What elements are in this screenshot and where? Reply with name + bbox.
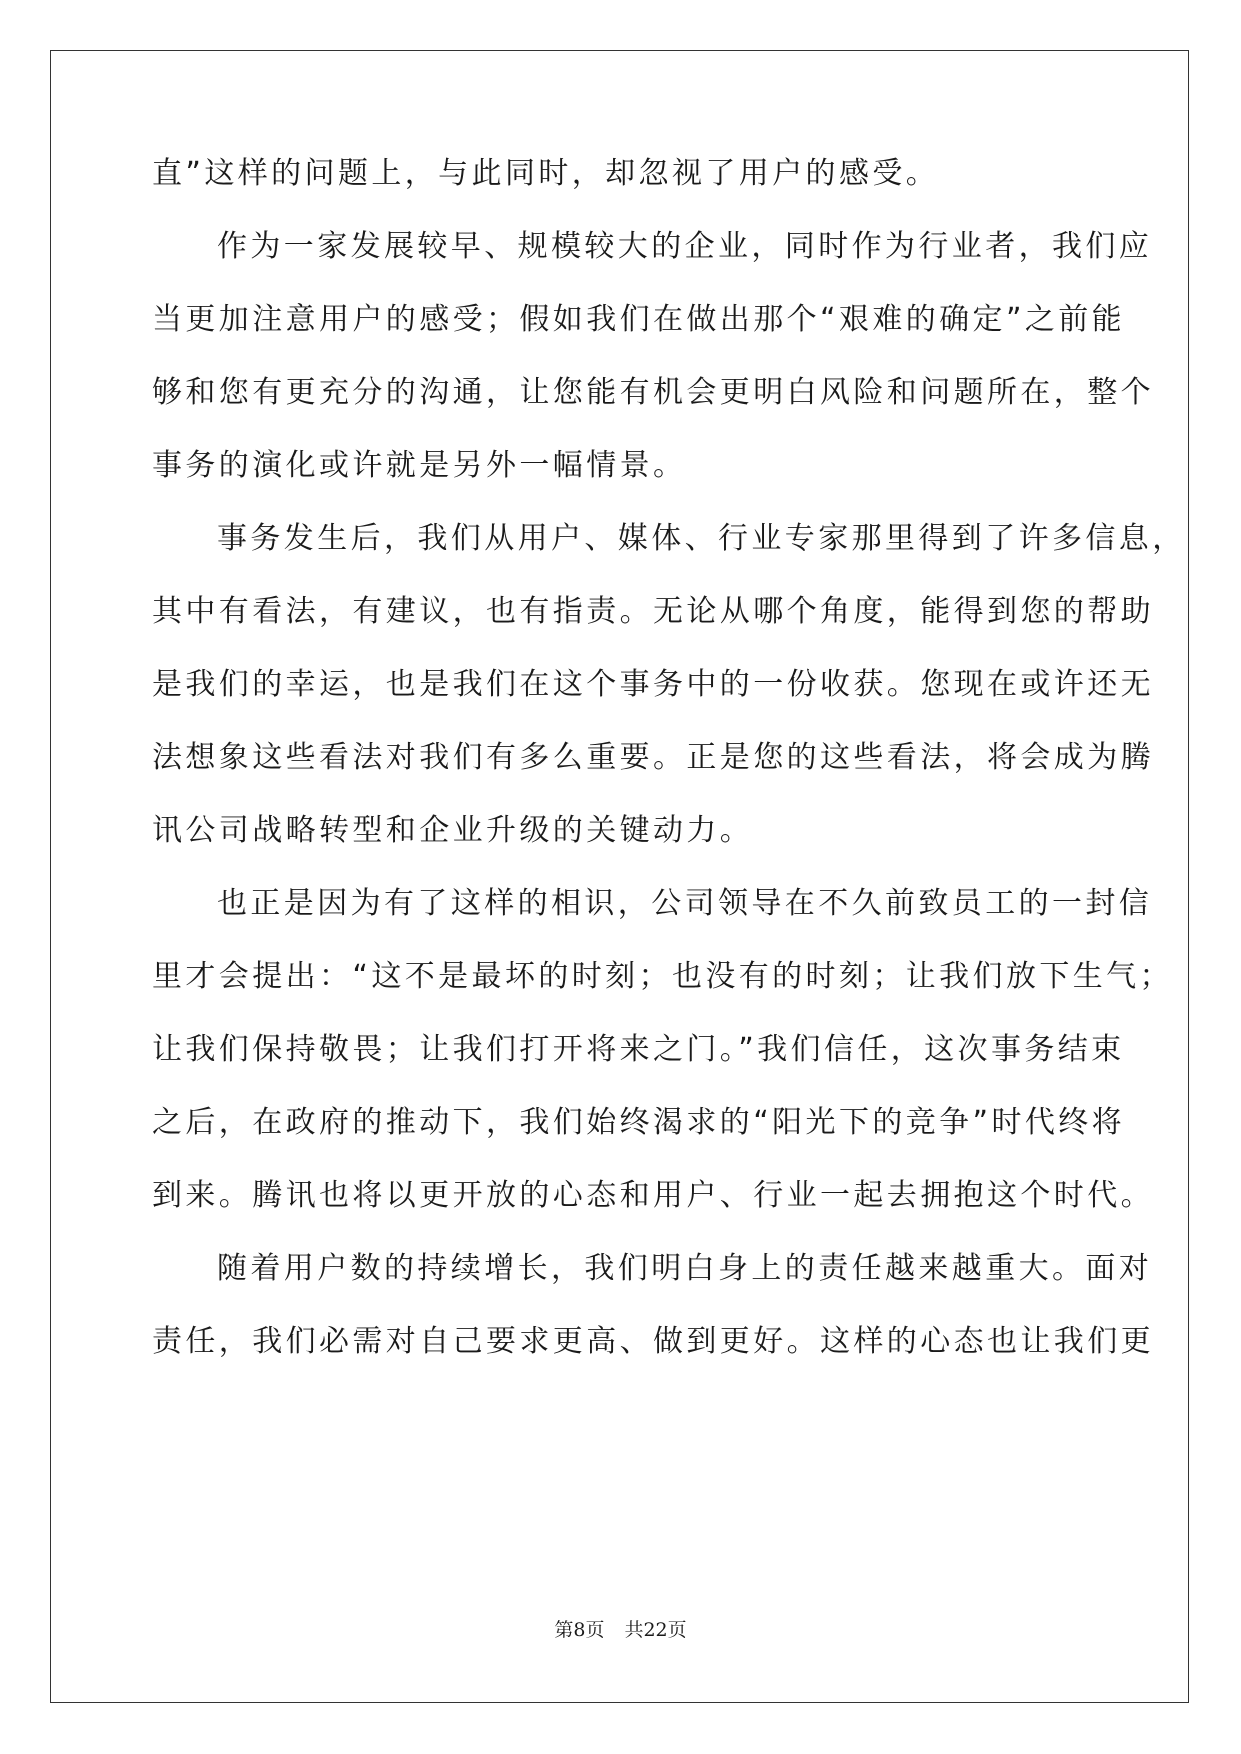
page-number-current: 第8页 [554,1619,605,1641]
text-line: 让我们保持敬畏；让我们打开将来之门。”我们信任，这次事务结束 [152,1032,1125,1067]
text-line: 直”这样的问题上，与此同时，却忽视了用户的感受。 [152,156,940,191]
text-line: 之后，在政府的推动下，我们始终渴求的“阳光下的竞争”时代终将 [152,1105,1126,1140]
text-line: 责任，我们必需对自己要求更高、做到更好。这样的心态也让我们更 [152,1324,1154,1359]
text-line: 讯公司战略转型和企业升级的关键动力。 [152,813,754,848]
text-line: 当更加注意用户的感受；假如我们在做出那个“艰难的确定”之前能 [152,302,1126,337]
paragraph-start-line: 事务发生后，我们从用户、媒体、行业专家那里得到了许多信息， [217,521,1186,556]
text-line: 其中有看法，有建议，也有指责。无论从哪个角度，能得到您的帮助 [152,594,1154,629]
text-line: 法想象这些看法对我们有多么重要。正是您的这些看法，将会成为腾 [152,740,1154,775]
paragraph-start-line: 作为一家发展较早、规模较大的企业，同时作为行业者，我们应 [217,229,1153,264]
text-line: 到来。腾讯也将以更开放的心态和用户、行业一起去拥抱这个时代。 [152,1178,1154,1213]
page-border [50,50,1189,1703]
page-number-total: 共22页 [624,1619,687,1641]
text-line: 事务的演化或许就是另外一幅情景。 [152,448,687,483]
paragraph-start-line: 随着用户数的持续增长，我们明白身上的责任越来越重大。面对 [217,1251,1153,1286]
text-line: 够和您有更充分的沟通，让您能有机会更明白风险和问题所在，整个 [152,375,1154,410]
paragraph-start-line: 也正是因为有了这样的相识，公司领导在不久前致员工的一封信 [217,886,1153,921]
page-footer [0,1615,1241,1642]
text-line: 里才会提出：“这不是最坏的时刻；也没有的时刻；让我们放下生气； [152,959,1173,994]
text-line: 是我们的幸运，也是我们在这个事务中的一份收获。您现在或许还无 [152,667,1154,702]
